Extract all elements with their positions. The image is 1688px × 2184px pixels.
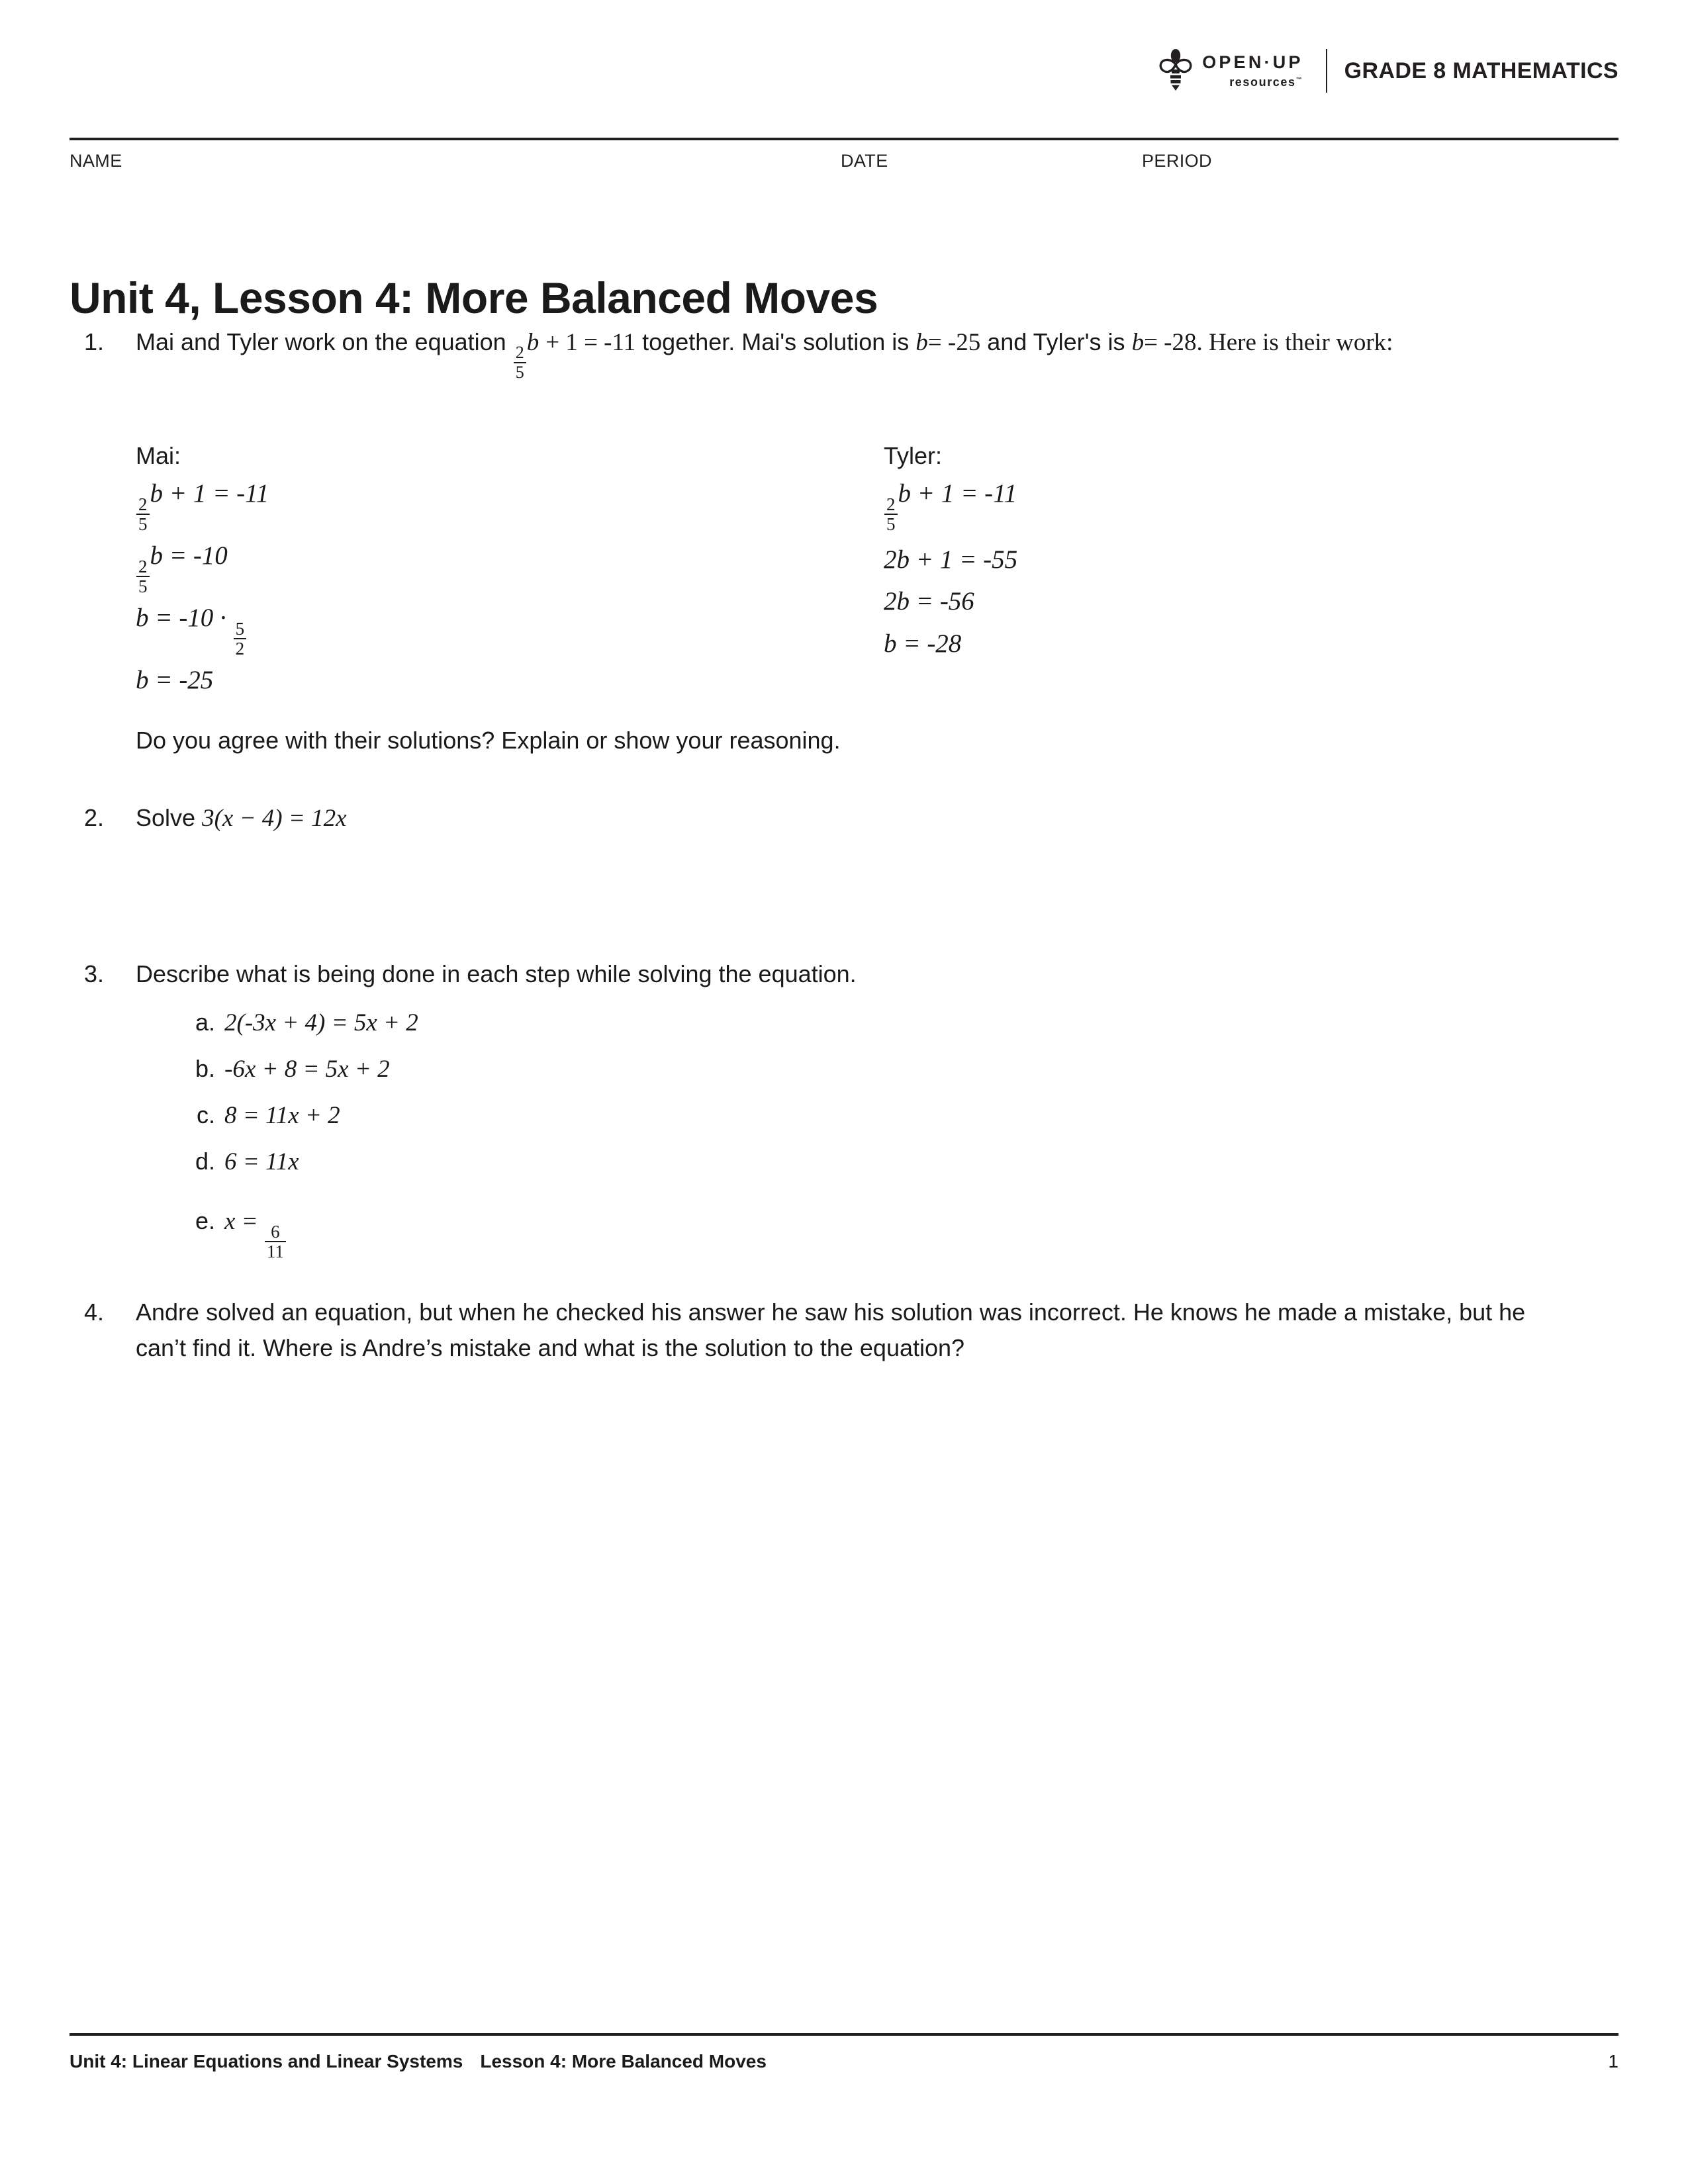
mai-label: Mai: (136, 442, 181, 469)
q1-variable-b3: b (1131, 329, 1145, 356)
step-a-equation: 2(-3x + 4) = 5x + 2 (224, 1009, 418, 1036)
tyler-work-column (884, 442, 1017, 666)
grade-title: GRADE 8 MATHEMATICS (1344, 58, 1618, 83)
step-b-label: b. (195, 1054, 215, 1082)
header-rule (70, 138, 1618, 140)
question-3 (70, 956, 1618, 993)
q1-variable-b2: b (915, 329, 928, 356)
step-a (169, 999, 1618, 1046)
tyler-step-2: 2b + 1 = -55 (884, 545, 1018, 574)
question-2-answer-space[interactable] (70, 837, 1618, 943)
student-work-columns (136, 442, 1618, 707)
step-d (169, 1138, 1618, 1185)
page-footer (70, 2045, 1618, 2078)
q1-text-part2: together. Mai's solution is (642, 328, 910, 355)
tyler-step-4: b = -28 (884, 629, 962, 658)
step-e-fraction: $\frac{6}{11}$ (265, 1222, 286, 1261)
mai-step-2: $\frac{2}{5}$ b = -10 (136, 536, 269, 596)
footer-rule (70, 2033, 1618, 2036)
question-4 (70, 1295, 1618, 1367)
q2-equation: 3(x − 4) = 12x (202, 804, 347, 832)
open-up-resources-logo (1158, 48, 1303, 94)
bee-icon (1158, 48, 1193, 94)
logo-text-openup: OPEN·UP (1202, 52, 1303, 72)
page-number: 1 (1608, 2051, 1618, 2071)
student-info-row (70, 151, 1618, 180)
period-label: PERIOD (1142, 151, 1212, 171)
mai-step-4: b = -25 (136, 666, 214, 695)
question-1-follow-up: Do you agree with their solutions? Explain or show your reasoning. (136, 727, 841, 754)
step-e-equation: x = (224, 1207, 264, 1235)
q1-text-part3: and Tyler's is (987, 328, 1125, 355)
tyler-label: Tyler: (884, 442, 943, 469)
question-4-number: 4. (83, 1298, 104, 1326)
q1-tyler-solution: = -28. Here is their work: (1144, 329, 1393, 356)
question-3-steps (169, 999, 1618, 1262)
question-2-text (136, 800, 1618, 837)
date-label: DATE (841, 151, 888, 171)
step-e (169, 1185, 1618, 1262)
q2-prompt: Solve (136, 803, 196, 831)
step-d-equation: 6 = 11x (224, 1148, 299, 1175)
question-1-text (136, 324, 1618, 381)
footer-left (70, 2051, 767, 2072)
step-a-label: a. (195, 1008, 215, 1036)
tyler-step-3: 2b = -56 (884, 587, 974, 616)
logo-text-resources: resources™ (1229, 75, 1302, 89)
step-c (169, 1092, 1618, 1138)
page-header (70, 34, 1618, 107)
question-4-text: Andre solved an equation, but when he checked his answer he saw his solution was incorrect. He knows he made a mistake, but he can’t find it. Where is Andre’s mistake and what is the solution to the equation? (136, 1298, 1526, 1362)
q1-equation-tail: + 1 = -11 (545, 329, 636, 356)
mai-step-1: $\frac{2}{5}$ b + 1 = -11 (136, 474, 269, 533)
q1-fraction-two-fifths: $\frac{2}{5}$ (514, 343, 526, 381)
mai-step-3: b = -10 · $\frac{5}{2}$ (136, 598, 269, 658)
mai-work-column (136, 442, 269, 703)
question-2 (70, 800, 1618, 837)
question-3-text: Describe what is being done in each step while solving the equation. (136, 960, 857, 987)
question-3-number: 3. (83, 960, 104, 987)
step-b (169, 1046, 1618, 1092)
q1-mai-solution: = -25 (927, 329, 981, 356)
worksheet-body (70, 324, 1618, 1565)
question-1 (70, 324, 1618, 410)
step-c-label: c. (196, 1101, 215, 1128)
q1-text-part1: Mai and Tyler work on the equation (136, 328, 506, 355)
header-divider (1326, 49, 1327, 93)
q1-variable-b: b (526, 329, 539, 356)
name-label: NAME (70, 151, 122, 171)
footer-lesson: Lesson 4: More Balanced Moves (480, 2051, 767, 2071)
page-title: Unit 4, Lesson 4: More Balanced Moves (70, 273, 878, 323)
question-1-number: 1. (83, 328, 104, 355)
step-e-label: e. (195, 1206, 215, 1234)
question-4-answer-space[interactable] (70, 1367, 1618, 1565)
footer-unit: Unit 4: Linear Equations and Linear Systems (70, 2051, 463, 2071)
tyler-step-1: $\frac{2}{5}$ b + 1 = -11 (884, 474, 1017, 533)
step-d-label: d. (195, 1147, 215, 1175)
logo-wordmark (1202, 54, 1303, 88)
step-b-equation: -6x + 8 = 5x + 2 (224, 1055, 390, 1083)
step-c-equation: 8 = 11x + 2 (224, 1101, 340, 1129)
question-2-number: 2. (83, 803, 104, 831)
